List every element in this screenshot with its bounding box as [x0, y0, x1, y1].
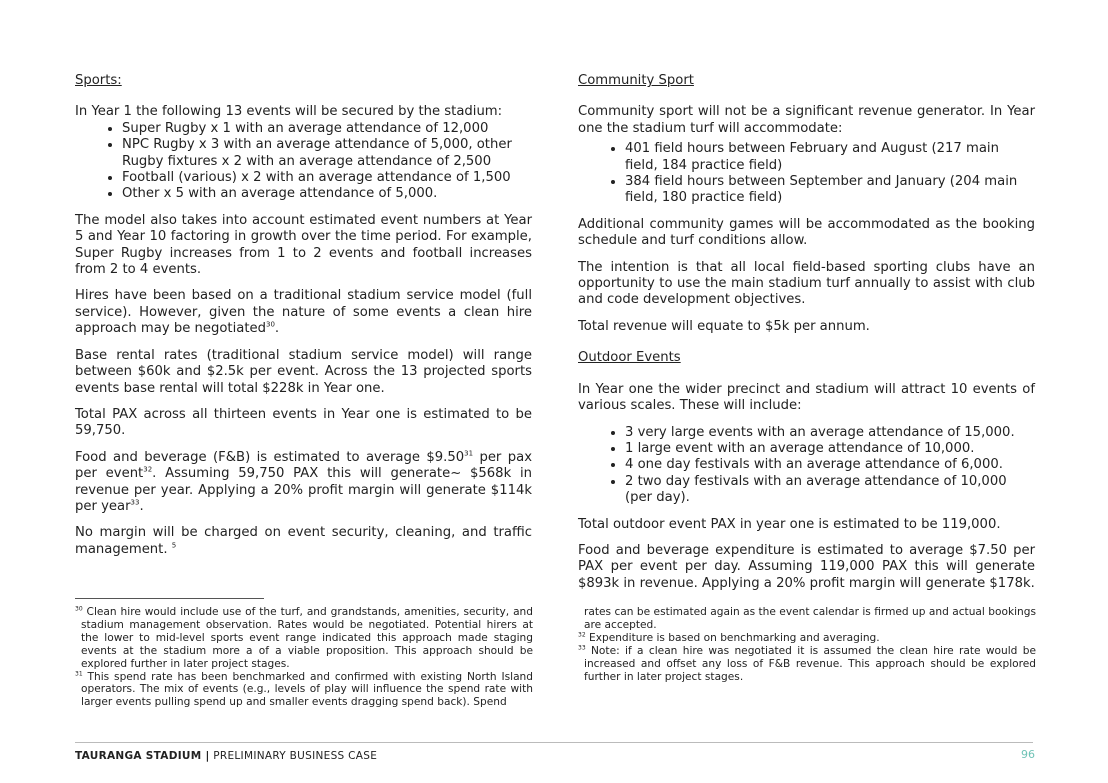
paragraph-additional-games: Additional community games will be accommodated as the booking schedule and turf conditions allow.: [578, 216, 1035, 249]
left-column: [75, 73, 532, 568]
footnote-ref-32[interactable]: 32: [143, 465, 153, 474]
outdoor-events-heading: Outdoor Events: [578, 350, 681, 366]
footnote-31-continued: rates can be estimated again as the event calendar is firmed up and actual bookings are accepted.: [584, 606, 1036, 631]
fb-text-2: per pax per event: [75, 449, 533, 482]
outdoor-events-list: [578, 425, 1035, 507]
sports-events-list: [75, 121, 532, 203]
list-item: • 1 large event with an average attendance of 10,000.: [625, 441, 1035, 457]
footnote-number: 30: [75, 605, 83, 613]
community-list: [578, 141, 1035, 207]
footnote-text: Expenditure is based on benchmarking and averaging.: [585, 631, 880, 644]
footnotes-right: [578, 606, 1036, 683]
footnote-ref-33[interactable]: 33: [130, 498, 140, 507]
list-item: • 384 field hours between September and January (204 main field, 180 practice field): [625, 174, 1035, 207]
footnote-ref-31[interactable]: 31: [464, 449, 474, 458]
hires-text: Hires have been based on a traditional stadium service model (full service). However, given the nature of some events a clean hire approach may be negotiated: [75, 288, 532, 337]
list-item: • Other x 5 with an average attendance of 5,000.: [122, 186, 532, 202]
paragraph-outdoor-fb: Food and beverage expenditure is estimated to average $7.50 per PAX per event per day. Assuming 119,000 PAX this will generate $893k in revenue. Applying a 20% profit margin will generate $178k.: [578, 542, 1035, 591]
list-item: • Football (various) x 2 with an average attendance of 1,500: [122, 170, 532, 186]
community-sport-heading: Community Sport: [578, 73, 694, 88]
footnote-number: 32: [578, 631, 586, 639]
footer-title-bold: TAURANGA STADIUM |: [75, 750, 210, 762]
sports-intro: In Year 1 the following 13 events will be secured by the stadium:: [75, 104, 503, 120]
paragraph-community: Community sport will not be a significant revenue generator. In Year one the stadium turf will accommodate:: [578, 104, 1035, 136]
hires-end: .: [274, 321, 280, 337]
sports-heading: Sports:: [75, 73, 122, 88]
footnote-30: [75, 606, 533, 671]
footer-divider: [75, 742, 1033, 743]
document-footer-title: [75, 750, 377, 762]
list-item: • 401 field hours between February and August (217 main field, 184 practice field): [625, 141, 1035, 174]
paragraph-total-pax: Total PAX across all thirteen events in Year one is estimated to be 59,750.: [75, 406, 532, 439]
footnote-text: Note: if a clean hire was negotiated it is assumed the clean hire rate would be increased and offset any loss of F&B revenue. This approach should be explored further in later project stages.: [584, 644, 1036, 683]
list-item: • 2 two day festivals with an average attendance of 10,000 (per day).: [625, 474, 1035, 507]
fb-text-1: Food and beverage (F&B) is estimated to average $9.50: [75, 449, 465, 465]
paragraph-outdoor-intro: In Year one the wider precinct and stadium will attract 10 events of various scales. These will include:: [578, 381, 1035, 414]
footnotes-left: [75, 606, 533, 709]
list-item: • NPC Rugby x 3 with an average attendance of 5,000, other Rugby fixtures x 2 with an average attendance of 2,500: [122, 137, 532, 170]
paragraph-total-revenue: Total revenue will equate to $5k per annum.: [578, 318, 870, 334]
footnote-number: 33: [578, 644, 586, 652]
paragraph-base-rental: Base rental rates (traditional stadium service model) will range between $60k and $2.5k per event. Across the 13 projected sports events base rental will total $228k in Year one.: [75, 347, 532, 396]
footnote-32: [578, 632, 1036, 645]
fb-text-4: .: [139, 498, 144, 514]
list-item: • Super Rugby x 1 with an average attendance of 12,000: [122, 121, 532, 137]
fb-text-3: . Assuming 59,750 PAX this will generate~ $568k in revenue per year. Applying a 20% profit margin will generate $114k per year: [75, 466, 532, 514]
footnote-number: 31: [75, 670, 83, 677]
paragraph-food-beverage: [75, 450, 532, 516]
footnote-text: Clean hire would include use of the turf, and grandstands, amenities, security, and stadium management observation. Rates would be negotiated. Potential hirers at the lower to mid-level sports event range indicated this approach made staging events at the stadium more a of a viable proposition. This approach should be explored further in later project stages.: [81, 606, 533, 670]
paragraph-intention: The intention is that all local field-based sporting clubs have an opportunity to use the main stadium turf annually to assist with club and code development objectives.: [578, 259, 1035, 308]
footnote-33: [578, 645, 1036, 684]
footnote-text: This spend rate has been benchmarked and confirmed with existing North Island operators. The mix of events (e.g., levels of play will influence the spend rate with larger events pulling spend up and smaller events dragging spend back). Spend: [81, 670, 533, 709]
margin-text: No margin will be charged on event security, cleaning, and traffic management.: [75, 525, 532, 557]
paragraph-hires: [75, 288, 532, 337]
right-column: [578, 73, 1035, 602]
paragraph-no-margin: [75, 525, 532, 558]
paragraph-model-growth: The model also takes into account estimated event numbers at Year 5 and Year 10 factoring in growth over the time period. For example, Super Rugby increases from 1 to 2 events and football increases from 2 to 4 events.: [75, 212, 532, 278]
footnote-ref-5[interactable]: 5: [171, 541, 177, 550]
list-item: • 4 one day festivals with an average attendance of 6,000.: [625, 457, 1035, 473]
list-item: • 3 very large events with an average attendance of 15,000.: [625, 425, 1035, 441]
footnote-31: [75, 671, 533, 710]
footnote-ref-30[interactable]: 30: [266, 320, 275, 329]
footnote-divider: [75, 598, 264, 599]
footer-title-rest: PRELIMINARY BUSINESS CASE: [209, 750, 378, 762]
page-number: 96: [1021, 748, 1035, 761]
paragraph-outdoor-pax: Total outdoor event PAX in year one is estimated to be 119,000.: [578, 516, 1001, 532]
